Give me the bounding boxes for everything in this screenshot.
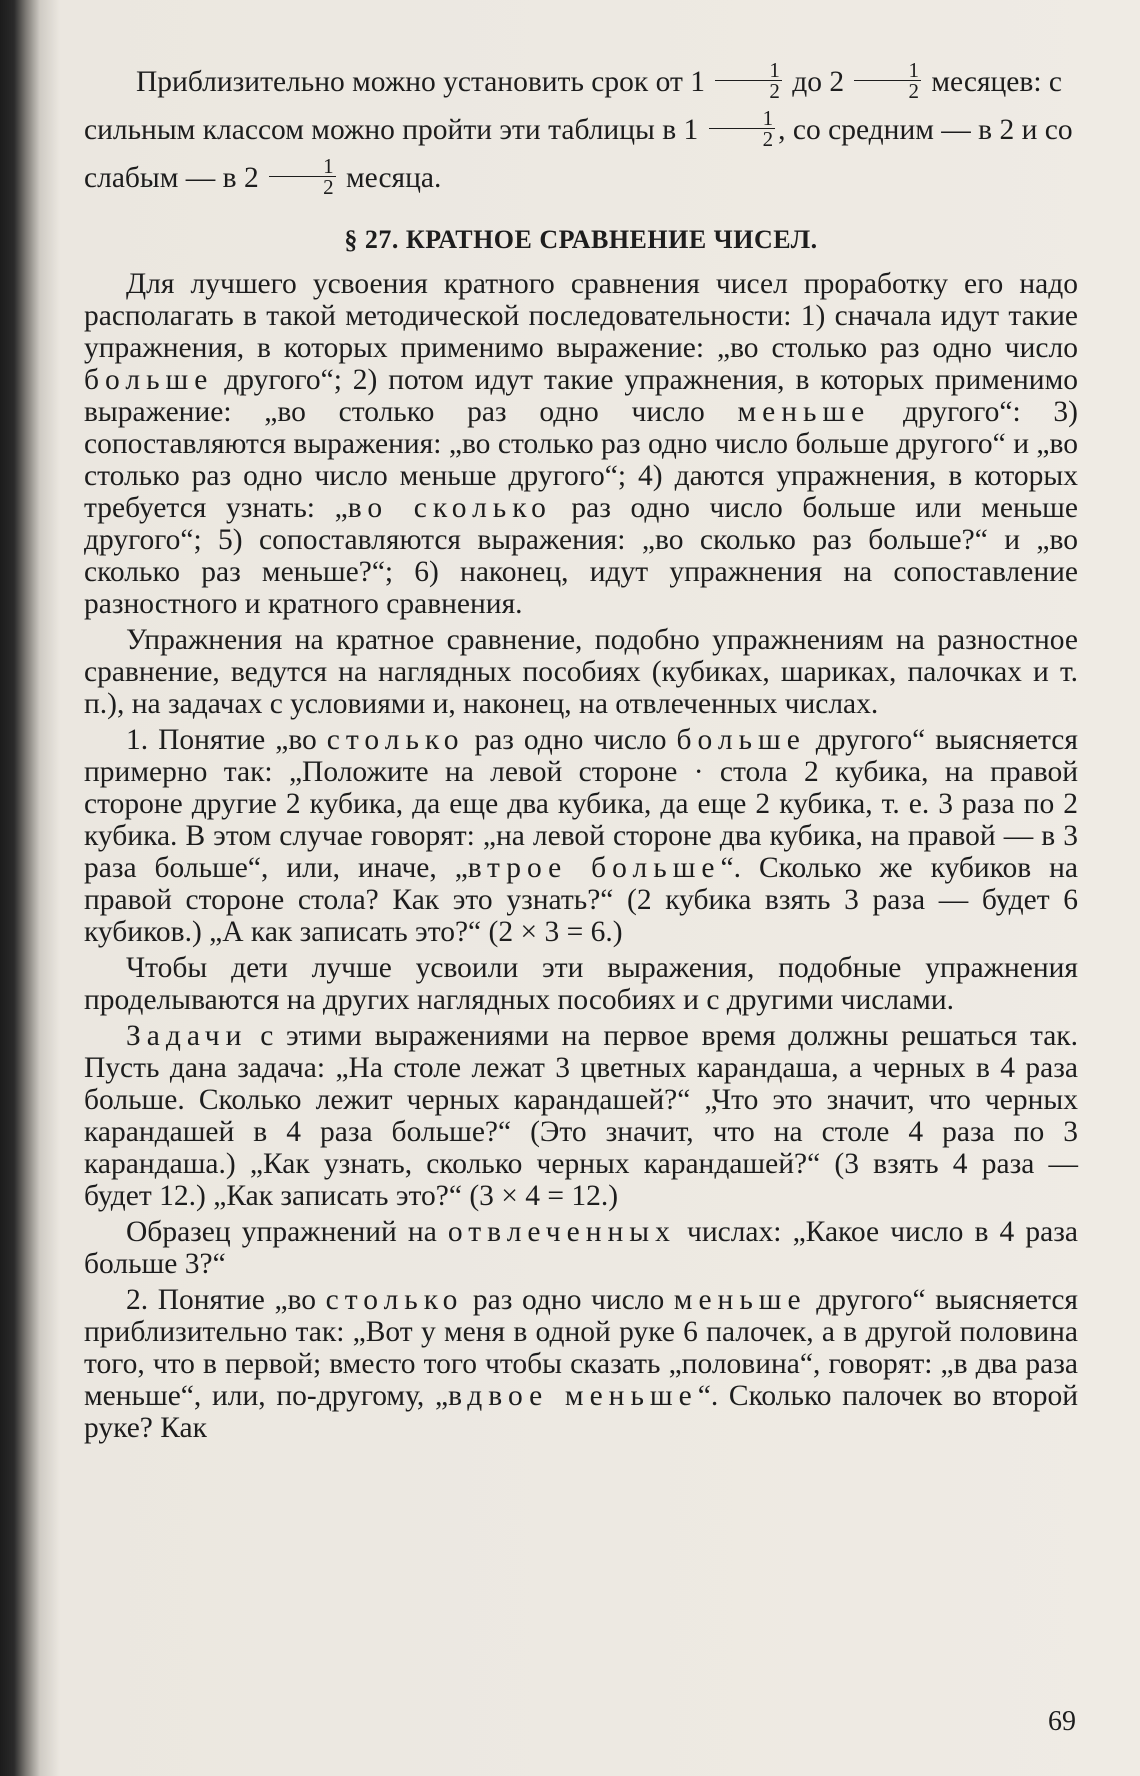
text-run: раз одно число больше или меньше другого“; 5) сопоставляются выражения: „во сколько раз больше?“ и „во сколько раз меньше?“; 6) наконец, идут упражнения на сопоставление разностного и кратного сравнения. [84,492,1078,620]
paragraph: Упражнения на кратное сравнение, подобно упражнениям на разностное сравнение, ведутся на наглядных пособиях (кубиках, шариках, палочках и т. п.), на задачах с условиями и, наконец, на отвлеченных числах. [84,624,1078,720]
fraction-one-half [709,105,776,151]
text-run: Для лучшего усвоения кратного сравнения чисел проработку его надо располагать в такой методической последовательности: 1) сначала идут такие упражнения, в которых применимо выражение: „во столько раз одно число [84,268,1078,364]
paragraph [84,1216,1078,1280]
text-run: 1. Понятие „во [126,724,327,756]
fraction-denominator: 2 [908,78,919,103]
text-run: другого“: 3) сопоставляются выражения: „во столько раз одно число больше другого“ и „во столько раз одно число меньше другого“; 4) даются упражнения, в которых требуется узнать: „ [84,396,1078,524]
page-text [84,58,1078,1448]
paragraph: Чтобы дети лучше усвоили эти выражения, подобные упражнения проделываются на других наглядных пособиях и с другими числами. [84,952,1078,1016]
intro-paragraph [84,58,1078,202]
spaced-emphasis: больше [84,364,214,396]
spaced-emphasis: больше [676,724,806,756]
text-run: числах: „Какое число в 4 раза больше 3?“ [84,1216,1078,1280]
spaced-emphasis: Задачи [126,1020,248,1052]
page-number: 69 [1048,1706,1076,1737]
fraction-numerator: 1 [715,60,782,81]
text-run: Приблизительно можно установить срок от 1 [136,66,705,98]
paragraph [84,268,1078,620]
paragraph [84,1020,1078,1212]
fraction-numerator: 1 [854,60,921,81]
paragraph [84,1284,1078,1444]
text-run: “. Сколько же кубиков на правой стороне стола? Как это узнать?“ (2 кубика взять 3 раза — будет 6 кубиков.) „А как записать это?“ (2 × 3 = 6.) [84,852,1078,948]
fraction-denominator: 2 [769,78,780,103]
fraction-one-half [269,153,336,199]
spaced-emphasis: столько [325,1284,464,1316]
text-run: , со средним — в 2 и со слабым — в 2 [84,114,1073,194]
text-run: месяца. [345,162,442,194]
text-run: раз одно число [463,1284,674,1316]
spaced-emphasis: меньше [737,396,871,428]
text-run: другого“ выясняется примерно так: „Положите на левой стороне · стола 2 кубика, на правой стороне другие 2 кубика, да еще два кубика, да еще 2 кубика, т. е. 3 раза по 2 кубика. В этом случае говорят: „на левой стороне два кубика, на правой — в 3 раза больше“, или, иначе, „ [84,724,1078,884]
fraction-numerator: 1 [269,156,336,177]
text-run: до 2 [792,66,845,98]
section-title: § 27. КРАТНОЕ СРАВНЕНИЕ ЧИСЕЛ. [344,225,818,254]
text-run: раз одно число [464,724,677,756]
fraction-denominator: 2 [323,174,334,199]
spaced-emphasis: втрое больше [467,852,721,884]
spaced-emphasis: меньше [673,1284,807,1316]
text-run: 2. Понятие „во [126,1284,326,1316]
fraction-one-half [715,57,782,103]
spaced-emphasis: вдвое меньше [448,1380,698,1412]
paragraph [84,724,1078,948]
spaced-emphasis: отвлеченных [447,1216,676,1248]
text-run: другого“ выясняется приблизительно так: „Вот у меня в одной руке 6 палочек, а в другой половина того, что в первой; вместо того чтобы сказать „половина“, говорят: „в два раза меньше“, или, по-другому, „ [84,1284,1078,1412]
fraction-denominator: 2 [762,126,774,151]
intro-paragraph-block [84,58,1078,202]
text-run: “. Сколько палочек во второй руке? Как [84,1380,1079,1444]
text-run: другого“; 2) потом идут такие упражнения, в которых применимо выражение: „во столько раз одно число [84,364,1078,428]
fraction-one-half [854,57,921,103]
section-body [84,268,1078,1444]
text-run: Образец упражнений на [126,1216,448,1248]
text-run: месяцев: с сильным классом можно пройти эти таблицы в 1 [84,66,1062,146]
spaced-emphasis: во сколько [347,492,552,524]
fraction-numerator: 1 [709,108,776,129]
spaced-emphasis: столько [326,724,465,756]
text-run: с этими выражениями на первое время должны решаться так. Пусть дана задача: „На столе лежат 3 цветных карандаша, а черных в 4 раза больше. Сколько лежит черных карандашей?“ „Что это значит, что черных карандашей в 4 раза больше?“ (Это значит, что на столе 4 раза по 3 карандаша.) „Как узнать, сколько черных карандашей?“ (3 взять 4 раза — будет 12.) „Как записать это?“ (3 × 4 = 12.) [84,1020,1078,1212]
